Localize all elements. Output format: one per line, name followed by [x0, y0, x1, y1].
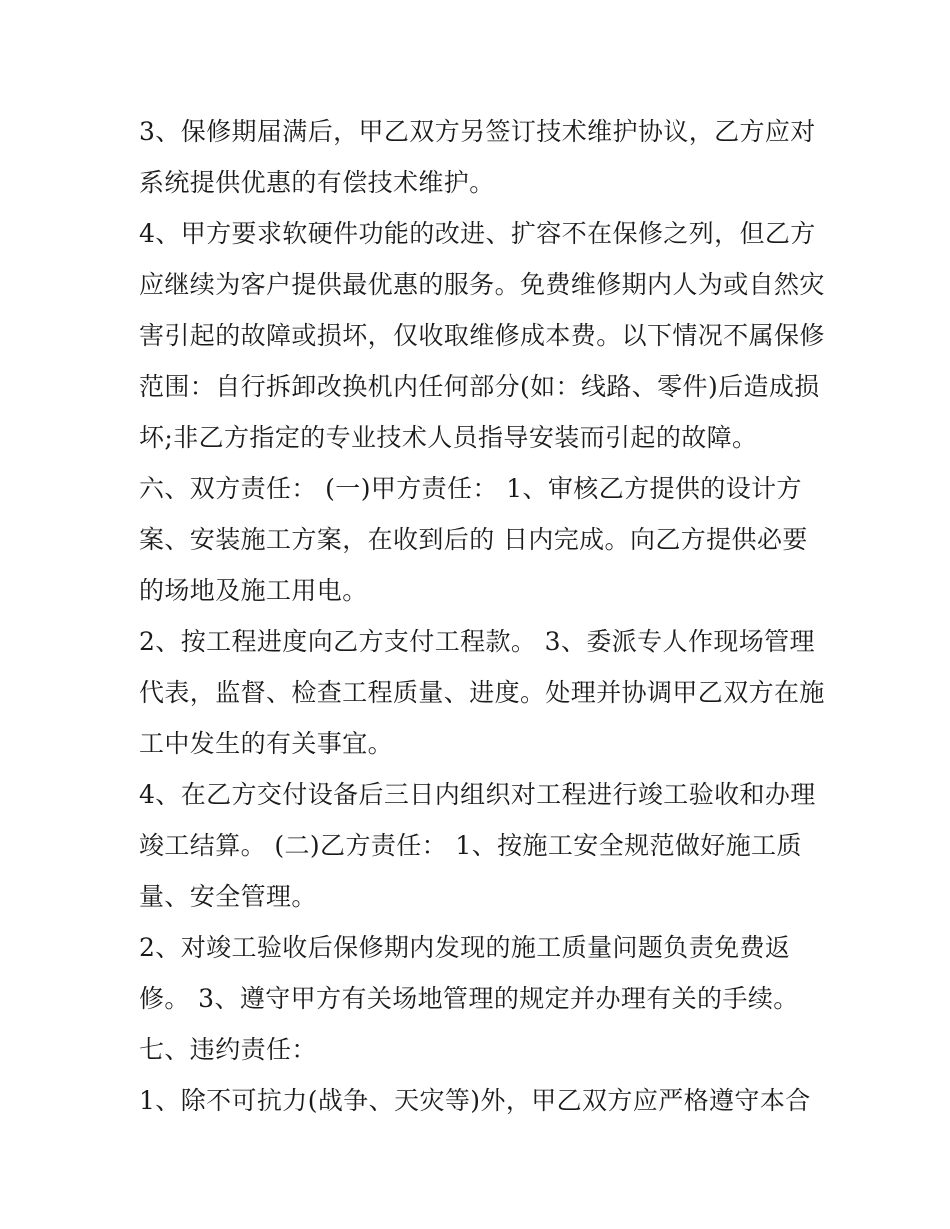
text-line: 4、在乙方交付设备后三日内组织对工程进行竣工验收和办理 [139, 780, 816, 809]
text-line: 2、按工程进度向乙方支付工程款。 3、委派专人作现场管理 [139, 627, 815, 656]
text-line: 应继续为客户提供最优惠的服务。免费维修期内人为或自然灾 [139, 270, 825, 299]
text-line: 系统提供优惠的有偿技术维护。 [139, 168, 495, 197]
section-heading-line: 七、违约责任： [139, 1035, 317, 1064]
text-line: 工中发生的有关事宜。 [139, 729, 394, 758]
text-line: 1、除不可抗力(战争、天灾等)外，甲乙双方应严格遵守本合 [139, 1086, 811, 1115]
text-line: 4、甲方要求软硬件功能的改进、扩容不在保修之列，但乙方 [139, 219, 816, 248]
text-line: 3、保修期届满后，甲乙双方另签订技术维护协议，乙方应对 [139, 117, 816, 146]
text-line: 坏;非乙方指定的专业技术人员指导安装而引起的故障。 [139, 423, 758, 452]
text-line: 的场地及施工用电。 [139, 576, 368, 605]
text-line: 竣工结算。 (二)乙方责任： 1、按施工安全规范做好施工质 [139, 831, 802, 860]
text-line: 范围：自行拆卸改换机内任何部分(如：线路、零件)后造成损 [139, 372, 820, 401]
text-line: 量、安全管理。 [139, 882, 317, 911]
text-line: 代表，监督、检查工程质量、进度。处理并协调甲乙双方在施 [139, 678, 825, 707]
text-line: 案、安装施工方案，在收到后的 日内完成。向乙方提供必要 [139, 525, 808, 554]
text-line: 害引起的故障或损坏，仅收取维修成本费。以下情况不属保修 [139, 321, 825, 350]
section-heading-line: 六、双方责任： (一)甲方责任： 1、审核乙方提供的设计方 [139, 474, 802, 503]
text-line: 修。 3、遵守甲方有关场地管理的规定并办理有关的手续。 [139, 984, 799, 1013]
text-line: 2、对竣工验收后保修期内发现的施工质量问题负责免费返 [139, 933, 791, 962]
document-body [139, 106, 825, 1126]
